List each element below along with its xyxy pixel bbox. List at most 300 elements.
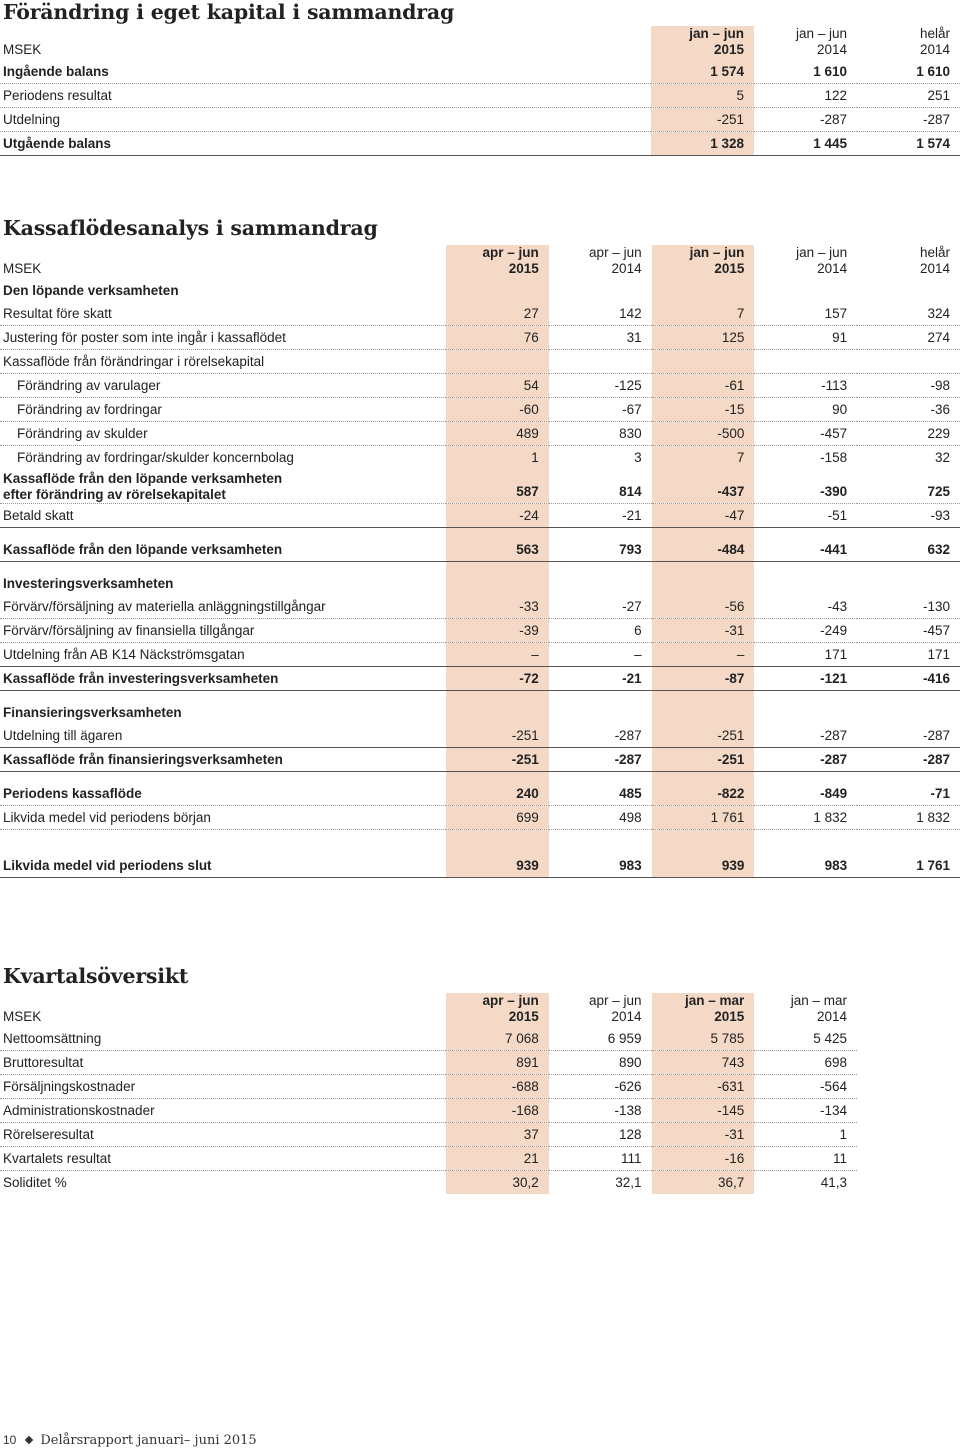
table-row	[0, 1147, 857, 1171]
row-label-text: Periodens kassaflöde	[3, 786, 142, 801]
cell-value: -27	[549, 595, 652, 619]
cell-value: -437	[652, 469, 755, 504]
cell-value: -56	[652, 595, 755, 619]
row-label-text: Likvida medel vid periodens början	[3, 810, 211, 825]
quarterly-title: Kvartalsöversikt	[3, 964, 189, 988]
column-header	[754, 26, 857, 60]
column-period: jan – jun	[689, 245, 745, 260]
column-year: 2014	[816, 1009, 847, 1024]
cell-value	[754, 701, 857, 724]
cell-value: 125	[652, 326, 755, 350]
cell-value: -441	[754, 538, 857, 562]
table-row	[0, 1075, 857, 1099]
row-label-text: Kassaflöde från den löpande verksamheten	[3, 542, 283, 557]
table-row	[0, 84, 960, 108]
row-label	[0, 326, 446, 350]
cell-value: -249	[754, 619, 857, 643]
row-label-text: Utgående balans	[3, 136, 112, 151]
cell-value: -93	[857, 504, 960, 528]
column-header	[857, 245, 960, 279]
table-row	[0, 619, 960, 643]
row-label-text: Förändring av fordringar/skulder koncernbolag	[17, 450, 294, 465]
cell-value: 699	[446, 806, 549, 830]
cell-value: 27	[446, 302, 549, 326]
cell-value: 743	[652, 1051, 755, 1075]
cell-value: 111	[549, 1147, 652, 1171]
row-label-text: Förändring av varulager	[17, 378, 161, 393]
cell-value: -87	[652, 667, 755, 691]
table-row	[0, 398, 960, 422]
cell-value: 587	[446, 469, 549, 504]
cell-value: -31	[652, 1123, 755, 1147]
table-row	[0, 595, 960, 619]
cell-value: 814	[549, 469, 652, 504]
table-row	[0, 748, 960, 772]
cell-value: -688	[446, 1075, 549, 1099]
row-label	[0, 279, 446, 302]
cell-value: 122	[754, 84, 857, 108]
cell-value: -36	[857, 398, 960, 422]
row-label	[0, 422, 446, 446]
column-header	[651, 26, 754, 60]
cell-value: 939	[652, 854, 755, 878]
cell-value: 1 574	[857, 132, 960, 156]
cell-value: 36,7	[652, 1171, 755, 1195]
cell-value: 1 761	[857, 854, 960, 878]
table-row	[0, 446, 960, 470]
cell-value: -33	[446, 595, 549, 619]
column-header	[652, 245, 755, 279]
cell-value: 31	[549, 326, 652, 350]
quarterly-table	[0, 993, 857, 1194]
cell-value: -251	[446, 724, 549, 748]
column-header	[754, 993, 857, 1027]
cell-value: 6 959	[549, 1027, 652, 1051]
table-row	[0, 1051, 857, 1075]
cell-value: -631	[652, 1075, 755, 1099]
cell-value: -39	[446, 619, 549, 643]
cell-value: -251	[652, 748, 755, 772]
column-year: 2014	[919, 261, 950, 276]
row-label	[0, 504, 446, 528]
cell-value: -125	[549, 374, 652, 398]
row-label-text: Resultat före skatt	[3, 306, 112, 321]
table-row	[0, 60, 960, 84]
row-label	[0, 724, 446, 748]
cell-value: -287	[857, 748, 960, 772]
column-year: 2014	[919, 42, 950, 57]
cell-value: 1 574	[651, 60, 754, 84]
cell-value: 890	[549, 1051, 652, 1075]
table-row	[0, 108, 960, 132]
column-header	[754, 245, 857, 279]
cell-value: -287	[549, 748, 652, 772]
table-row	[0, 538, 960, 562]
cell-value: -287	[754, 108, 857, 132]
cell-value: -145	[652, 1099, 755, 1123]
row-label-text: Bruttoresultat	[3, 1055, 84, 1070]
column-period: helår	[919, 26, 950, 41]
row-label-text: Kassaflöde från finansieringsverksamheten	[3, 752, 283, 767]
column-header	[857, 26, 960, 60]
cell-value	[857, 279, 960, 302]
table-row	[0, 469, 960, 504]
cell-value: -251	[651, 108, 754, 132]
row-spacer	[0, 691, 960, 702]
cell-value: 32,1	[615, 1175, 642, 1190]
cell-value: -134	[754, 1099, 857, 1123]
row-label-text: Den löpande verksamheten	[3, 283, 179, 298]
row-label	[0, 1123, 446, 1147]
cell-value: -138	[549, 1099, 652, 1123]
cell-value	[754, 350, 857, 374]
row-label	[0, 538, 446, 562]
table-row	[0, 1123, 857, 1147]
cell-value: -31	[652, 619, 755, 643]
cell-value: 21	[446, 1147, 549, 1171]
cell-value: -626	[549, 1075, 652, 1099]
cell-value: -287	[857, 724, 960, 748]
cell-value: -158	[820, 450, 848, 465]
table-row	[0, 1171, 857, 1195]
cell-value: -484	[652, 538, 755, 562]
row-label	[0, 350, 446, 374]
column-header-row	[0, 245, 960, 279]
table-row	[0, 806, 960, 830]
cell-value: -113	[754, 374, 857, 398]
row-label-text: Nettoomsättning	[3, 1031, 102, 1046]
table-row	[0, 504, 960, 528]
row-label-text: Betald skatt	[3, 508, 74, 523]
row-label-text: Soliditet %	[3, 1175, 67, 1190]
cell-value: -121	[754, 667, 857, 691]
cell-value: 128	[549, 1123, 652, 1147]
row-label	[0, 619, 446, 643]
cell-value	[549, 572, 652, 595]
diamond-icon	[25, 1436, 33, 1444]
column-year: 2015	[713, 42, 744, 57]
cell-value	[446, 350, 549, 374]
row-label	[0, 782, 446, 806]
cell-value: 1	[446, 446, 549, 470]
cell-value: 5	[651, 84, 754, 108]
page-footer	[3, 1433, 257, 1448]
column-period: apr – jun	[482, 245, 539, 260]
cell-value: -849	[754, 782, 857, 806]
cell-value: -24	[446, 504, 549, 528]
cell-value: -390	[754, 469, 857, 504]
row-spacer	[0, 562, 960, 573]
cashflow-table	[0, 245, 960, 878]
row-label-text: Investeringsverksamheten	[3, 576, 174, 591]
cell-value: 157	[754, 302, 857, 326]
cell-value: -16	[652, 1147, 755, 1171]
column-header	[446, 993, 549, 1027]
cell-value: 891	[446, 1051, 549, 1075]
column-year: 2014	[611, 1009, 642, 1024]
cell-value	[652, 350, 755, 374]
column-header	[446, 245, 549, 279]
row-spacer	[0, 528, 960, 539]
row-label-text: Försäljningskostnader	[3, 1079, 136, 1094]
cell-value: 1 445	[754, 132, 857, 156]
column-header-row	[0, 26, 960, 60]
cell-value: -21	[549, 504, 652, 528]
column-period: jan – mar	[684, 993, 745, 1008]
cell-value: –	[446, 643, 549, 667]
cell-value	[754, 572, 857, 595]
page-number: 10	[3, 1433, 17, 1447]
cell-value	[857, 701, 960, 724]
row-label	[0, 1027, 446, 1051]
cell-value: 171	[754, 643, 857, 667]
cell-value	[446, 279, 549, 302]
cell-value: 498	[549, 806, 652, 830]
cell-value	[857, 350, 960, 374]
cell-value: -130	[857, 595, 960, 619]
cell-value: 698	[754, 1051, 857, 1075]
cell-value	[857, 572, 960, 595]
cell-value: 1 610	[857, 60, 960, 84]
cell-value: -72	[446, 667, 549, 691]
cell-value: 1 328	[651, 132, 754, 156]
cell-value: 5 785	[652, 1027, 755, 1051]
cell-value: 41,3	[820, 1175, 847, 1190]
cell-value: 7	[652, 302, 755, 326]
row-label	[0, 60, 651, 84]
cell-value	[549, 279, 652, 302]
cell-value: 489	[446, 422, 549, 446]
cell-value: 1 610	[754, 60, 857, 84]
row-label-text: Likvida medel vid periodens slut	[3, 858, 212, 873]
row-label-text: Utdelning	[3, 112, 61, 127]
cell-value: -251	[652, 724, 755, 748]
cell-value	[446, 572, 549, 595]
cell-value: -457	[857, 619, 960, 643]
cell-value: 7	[652, 446, 755, 470]
cell-value	[446, 701, 549, 724]
row-label	[0, 806, 446, 830]
row-label	[0, 1051, 446, 1075]
column-year: 2015	[508, 1009, 539, 1024]
cell-value: -60	[446, 398, 549, 422]
column-period: apr – jun	[482, 993, 539, 1008]
table-row	[0, 701, 960, 724]
row-label-text: Utdelning från AB K14 Näckströmsgatan	[3, 647, 245, 662]
cell-value: 11	[754, 1147, 857, 1171]
cell-value: 229	[857, 422, 960, 446]
row-label	[0, 572, 446, 595]
row-label-text: Utdelning till ägaren	[3, 728, 123, 743]
cell-value: -457	[754, 422, 857, 446]
cell-value: 939	[446, 854, 549, 878]
column-period: apr – jun	[588, 993, 642, 1008]
row-spacer	[0, 830, 960, 855]
cell-value: -564	[754, 1075, 857, 1099]
table-row	[0, 132, 960, 156]
row-label	[0, 643, 446, 667]
row-label	[0, 446, 446, 470]
cell-value	[652, 279, 755, 302]
cell-value	[754, 279, 857, 302]
cell-value: 830	[549, 422, 652, 446]
row-label	[0, 854, 446, 878]
cell-value: 32	[934, 450, 950, 465]
cell-value: -71	[857, 782, 960, 806]
cell-value: -416	[857, 667, 960, 691]
cell-value: 1 832	[754, 806, 857, 830]
cell-value: 1 761	[652, 806, 755, 830]
row-label-text: Förvärv/försäljning av finansiella tillgångar	[3, 623, 255, 638]
column-header	[652, 993, 755, 1027]
cell-value: 983	[549, 854, 652, 878]
column-header	[549, 993, 652, 1027]
cell-value: 725	[857, 469, 960, 504]
cell-value: 563	[446, 538, 549, 562]
cell-value	[549, 701, 652, 724]
table-row	[0, 1027, 857, 1051]
column-year: 2014	[816, 42, 847, 57]
cell-value	[652, 572, 755, 595]
cell-value	[652, 701, 755, 724]
cell-value: -43	[754, 595, 857, 619]
table-row	[0, 302, 960, 326]
unit-label: MSEK	[3, 42, 42, 57]
cashflow-title: Kassaflödesanalys i sammandrag	[3, 216, 378, 240]
row-label	[0, 667, 446, 691]
cell-value: 983	[754, 854, 857, 878]
column-period: jan – jun	[796, 245, 848, 260]
row-label-text: Kassaflöde från investeringsverksamheten	[3, 671, 279, 686]
row-label	[0, 108, 651, 132]
cell-value: -287	[754, 724, 857, 748]
row-label	[0, 748, 446, 772]
cell-value: -168	[446, 1099, 549, 1123]
table-row	[0, 279, 960, 302]
cell-value: 90	[754, 398, 857, 422]
cell-value: -47	[652, 504, 755, 528]
cell-value: -51	[754, 504, 857, 528]
cell-value: 793	[549, 538, 652, 562]
row-label-text: Finansieringsverksamheten	[3, 705, 182, 720]
cell-value: 485	[549, 782, 652, 806]
cell-value: -98	[857, 374, 960, 398]
column-year: 2015	[508, 261, 539, 276]
cell-value: 1 832	[857, 806, 960, 830]
row-label-text: Rörelseresultat	[3, 1127, 94, 1142]
row-label-text: Förändring av skulder	[17, 426, 148, 441]
cell-value: -287	[857, 108, 960, 132]
row-label	[0, 302, 446, 326]
equity-title: Förändring i eget kapital i sammandrag	[3, 0, 455, 24]
column-header	[549, 245, 652, 279]
cell-value: 54	[446, 374, 549, 398]
cell-value: 37	[446, 1123, 549, 1147]
row-label	[0, 701, 446, 724]
table-row	[0, 1099, 857, 1123]
row-label-text: Förvärv/försäljning av materiella anläggningstillgångar	[3, 599, 326, 614]
column-header-row	[0, 993, 857, 1027]
table-row	[0, 782, 960, 806]
table-row	[0, 374, 960, 398]
row-label	[0, 84, 651, 108]
row-label	[0, 132, 651, 156]
cell-value: –	[549, 643, 652, 667]
cell-value: 1	[754, 1123, 857, 1147]
table-row	[0, 854, 960, 878]
table-row	[0, 572, 960, 595]
row-label-text-line2: efter förändring av rörelsekapitalet	[3, 487, 226, 502]
row-label-text: Kvartalets resultat	[3, 1151, 112, 1166]
unit-label: MSEK	[3, 1009, 42, 1024]
cell-value: -822	[652, 782, 755, 806]
row-label-text: Kassaflöde från den löpande verksamheten	[3, 471, 283, 486]
row-label	[0, 469, 446, 504]
cell-value: -500	[652, 422, 755, 446]
cell-value: 6	[549, 619, 652, 643]
column-period: jan – jun	[689, 26, 744, 41]
cell-value: 171	[857, 643, 960, 667]
column-year: 2014	[611, 261, 642, 276]
cell-value: -287	[754, 748, 857, 772]
table-row	[0, 643, 960, 667]
unit-label: MSEK	[3, 261, 42, 276]
cell-value: 274	[857, 326, 960, 350]
cell-value: 7 068	[446, 1027, 549, 1051]
cell-value: 3	[634, 450, 642, 465]
column-period: helår	[919, 245, 950, 260]
cell-value: 76	[446, 326, 549, 350]
report-title: Delårsrapport januari– juni 2015	[40, 1433, 257, 1448]
row-label-text: Förändring av fordringar	[17, 402, 162, 417]
column-year: 2015	[714, 1009, 745, 1024]
table-row	[0, 350, 960, 374]
column-period: jan – jun	[795, 26, 847, 41]
cell-value: 30,2	[446, 1171, 549, 1195]
cell-value: –	[652, 643, 755, 667]
column-year: 2015	[714, 261, 745, 276]
row-label	[0, 1147, 446, 1171]
equity-table	[0, 26, 960, 156]
cell-value: 142	[549, 302, 652, 326]
row-label	[0, 398, 446, 422]
row-label	[0, 1075, 446, 1099]
table-row	[0, 326, 960, 350]
row-label	[0, 374, 446, 398]
table-row	[0, 667, 960, 691]
cell-value: 240	[446, 782, 549, 806]
row-spacer	[0, 772, 960, 783]
column-year: 2014	[817, 261, 848, 276]
row-label-text: Periodens resultat	[3, 88, 112, 103]
cell-value: 5 425	[754, 1027, 857, 1051]
cell-value: -251	[446, 748, 549, 772]
row-label-text: Ingående balans	[3, 64, 109, 79]
cell-value: 251	[857, 84, 960, 108]
row-label	[0, 595, 446, 619]
cell-value: -15	[652, 398, 755, 422]
row-label-text: Kassaflöde från förändringar i rörelsekapital	[3, 354, 265, 369]
cell-value	[549, 350, 652, 374]
cell-value: -61	[652, 374, 755, 398]
row-label	[0, 1171, 446, 1195]
cell-value: -67	[549, 398, 652, 422]
row-label	[0, 1099, 446, 1123]
cell-value: 91	[754, 326, 857, 350]
row-label-text: Administrationskostnader	[3, 1103, 155, 1118]
table-row	[0, 724, 960, 748]
cell-value: -287	[549, 724, 652, 748]
